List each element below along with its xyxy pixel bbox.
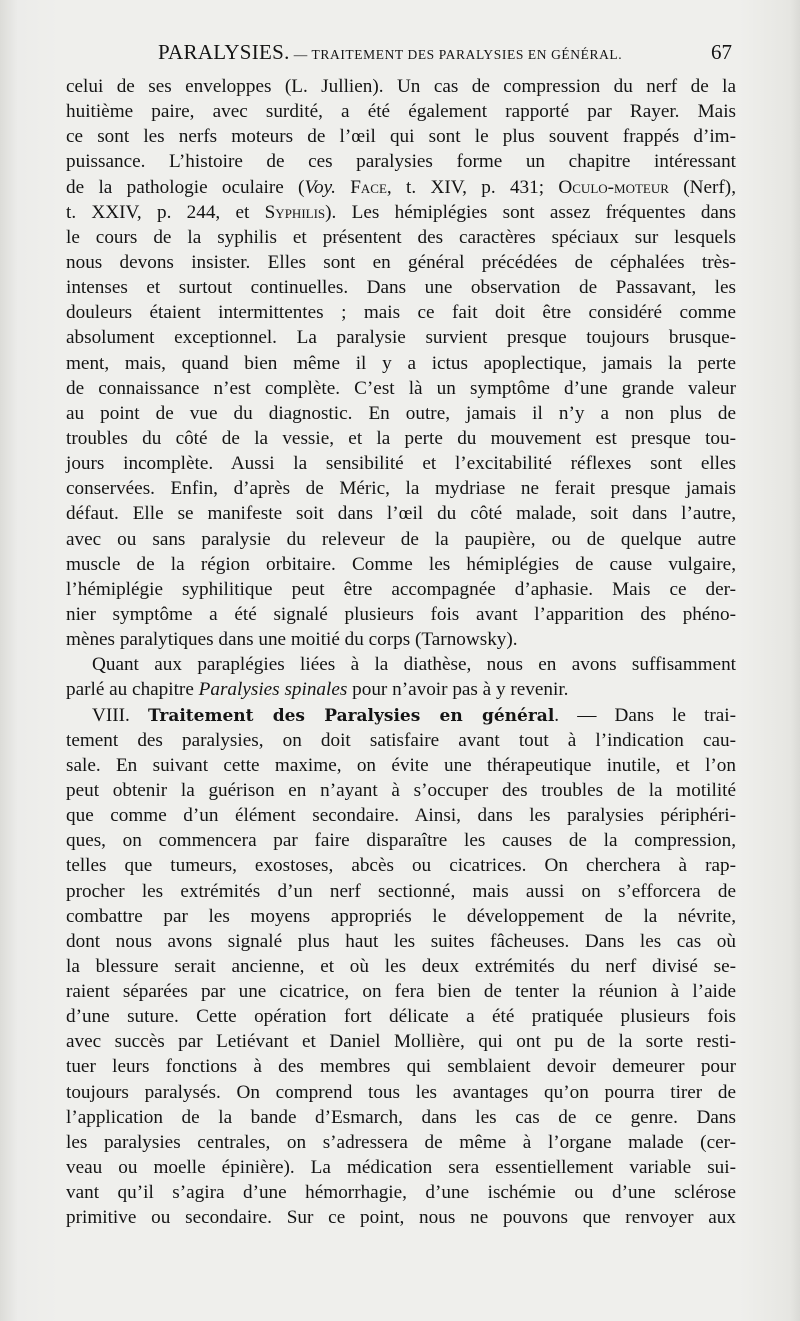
text-line (66, 803, 736, 828)
text-line (66, 577, 736, 602)
text-segment: que comme d’un élément secondaire. Ainsi, dans les paralysies périphéri- (66, 805, 736, 827)
text-segment: nous devons insister. Elles sont en général précédées de céphalées très- (66, 251, 736, 273)
text-line (66, 1105, 736, 1130)
text-segment: l’hémiplégie syphilitique peut être accompagnée d’aphasie. Mais ce der- (66, 578, 736, 600)
text-line (66, 426, 736, 451)
text-line (66, 451, 736, 476)
text-line (66, 300, 736, 325)
text-segment: Voy. (304, 176, 336, 198)
text-segment: tement des paralysies, on doit satisfaire avant tout à l’indication cau- (66, 729, 736, 751)
body-text (66, 74, 736, 1230)
text-segment: peut obtenir la guérison en n’ayant à s’occuper des troubles de la motilité (66, 779, 736, 801)
text-segment: raient séparées par une cicatrice, on fera bien de tenter la réunion à l’aide (66, 981, 736, 1003)
text-segment: t. XXIV, p. 244, et (66, 201, 265, 223)
text-segment: primitive ou secondaire. Sur ce point, nous ne pouvons que renvoyer aux (66, 1207, 736, 1229)
text-segment: puissance. L’histoire de ces paralysies forme un chapitre intéressant (66, 151, 736, 173)
text-segment: pour n’avoir pas à y revenir. (347, 679, 569, 701)
text-line (66, 99, 736, 124)
text-segment: tuer leurs fonctions à des membres qui semblaient devoir demeurer pour (66, 1056, 736, 1078)
text-segment: au point de vue du diagnostic. En outre, jamais il n’y a non plus de (66, 402, 736, 424)
text-line (66, 175, 736, 200)
text-line (66, 527, 736, 552)
text-line (66, 728, 736, 753)
text-segment: dont nous avons signalé plus haut les suites fâcheuses. Dans les cas où (66, 930, 736, 952)
text-line (66, 376, 736, 401)
text-line (66, 954, 736, 979)
text-line (66, 1080, 736, 1105)
text-segment: intenses et surtout continuelles. Dans une observation de Passavant, les (66, 277, 736, 299)
text-segment: troubles du côté de la vessie, et la perte du mouvement est presque tou- (66, 427, 736, 449)
text-segment: VIII. (92, 704, 148, 726)
text-line (66, 351, 736, 376)
text-line (66, 1205, 736, 1230)
text-segment: ment, mais, quand bien même il y a ictus apoplectique, jamais la perte (66, 352, 736, 374)
text-segment: Quant aux paraplégies liées à la diathèse, nous en avons suffisamment (92, 654, 736, 676)
text-segment: la blessure serait ancienne, et où les deux extrémités du nerf divisé se- (66, 955, 736, 977)
text-segment: de la pathologie oculaire ( (66, 176, 305, 198)
text-line (66, 828, 736, 853)
text-segment: ). Les hémiplégies sont assez fréquentes dans (325, 201, 736, 223)
text-segment: ques, on commencera par faire disparaître les causes de la compression, (66, 830, 736, 852)
text-segment: Face (335, 176, 387, 198)
text-line (66, 904, 736, 929)
text-segment: muscle de la région orbitaire. Comme les hémiplégies de cause vulgaire, (66, 553, 736, 575)
text-segment: vant qu’il s’agira d’une hémorrhagie, d’une ischémie ou d’une sclérose (66, 1182, 736, 1204)
text-segment: conservées. Enfin, d’après de Méric, la mydriase ne ferait presque jamais (66, 478, 736, 500)
text-line (66, 677, 736, 702)
running-title (158, 40, 622, 65)
text-segment: douleurs étaient intermittentes ; mais ce fait doit être considéré comme (66, 302, 736, 324)
text-line (66, 401, 736, 426)
text-segment: , t. XIV, p. 431; (386, 176, 559, 198)
text-segment: huitième paire, avec surdité, a été également rapporté par Rayer. Mais (66, 101, 736, 123)
text-line (66, 753, 736, 778)
text-line (66, 250, 736, 275)
text-line (66, 275, 736, 300)
text-line (66, 149, 736, 174)
text-segment: mènes paralytiques dans une moitié du corps (Tarnowsky). (66, 629, 518, 651)
text-line (66, 124, 736, 149)
text-line (66, 703, 736, 728)
text-line (66, 778, 736, 803)
text-line (66, 879, 736, 904)
text-line (66, 325, 736, 350)
text-segment: toujours paralysés. On comprend tous les avantages qu’on pourra tirer de (66, 1081, 736, 1103)
running-title-rest: — TRAITEMENT DES PARALYSIES EN GÉNÉRAL. (289, 47, 623, 62)
text-line (66, 1155, 736, 1180)
text-segment: défaut. Elle se manifeste soit dans l’œil du côté malade, soit dans l’autre, (66, 503, 736, 525)
text-segment: d’une suture. Cette opération fort délicate a été pratiquée plusieurs fois (66, 1006, 736, 1028)
text-segment: avec ou sans paralysie du releveur de la paupière, ou de quelque autre (66, 528, 736, 550)
text-segment: le cours de la syphilis et présentent des caractères spéciaux sur lesquels (66, 226, 736, 248)
text-segment: telles que tumeurs, exostoses, abcès ou cicatrices. On cherchera à rap- (66, 855, 736, 877)
running-title-main: PARALYSIES. (158, 40, 290, 64)
text-line (66, 1029, 736, 1054)
text-line (66, 200, 736, 225)
text-segment: les paralysies centrales, on s’adressera de même à l’organe malade (cer- (66, 1131, 736, 1153)
text-segment: . — Dans le trai- (554, 704, 736, 726)
text-line (66, 853, 736, 878)
text-line (66, 627, 736, 652)
text-segment: procher les extrémités d’un nerf sectionné, mais aussi on s’efforcera de (66, 880, 736, 902)
text-line (66, 1180, 736, 1205)
text-segment: veau ou moelle épinière). La médication sera essentiellement variable sui- (66, 1157, 736, 1179)
text-line (66, 979, 736, 1004)
text-segment: Oculo-moteur (558, 176, 669, 198)
text-segment: avec succès par Letiévant et Daniel Mollière, qui ont pu de la sorte resti- (66, 1031, 736, 1053)
text-segment: parlé au chapitre (66, 679, 199, 701)
text-segment: absolument exceptionnel. La paralysie survient presque toujours brusque- (66, 327, 736, 349)
text-segment: (Nerf), (668, 176, 736, 198)
text-line (66, 552, 736, 577)
text-segment: Paralysies spinales (198, 679, 348, 701)
text-segment: Traitement des Paralysies en général (147, 705, 555, 726)
text-line (66, 1130, 736, 1155)
text-line (66, 225, 736, 250)
text-segment: celui de ses enveloppes (L. Jullien). Un cas de compression du nerf de la (66, 76, 736, 97)
text-segment: jours incomplète. Aussi la sensibilité et l’excitabilité réflexes sont elles (66, 453, 736, 475)
text-line (66, 476, 736, 501)
text-segment: Syphilis (264, 201, 326, 223)
text-segment: combattre par les moyens appropriés le développement de la névrite, (66, 905, 736, 927)
text-line (66, 74, 736, 99)
text-line (66, 652, 736, 677)
text-line (66, 929, 736, 954)
text-segment: nier symptôme a été signalé plusieurs fois avant l’apparition des phéno- (66, 603, 736, 625)
running-header (66, 38, 738, 68)
text-line (66, 1054, 736, 1079)
text-segment: l’application de la bande d’Esmarch, dans les cas de ce genre. Dans (66, 1106, 736, 1128)
text-segment: ce sont les nerfs moteurs de l’œil qui sont le plus souvent frappés d’im- (66, 126, 736, 148)
page-number: 67 (711, 40, 732, 64)
text-segment: de connaissance n’est complète. C’est là un symptôme d’une grande valeur (66, 377, 736, 399)
text-segment: sale. En suivant cette maxime, on évite une thérapeutique inutile, et l’on (66, 754, 736, 776)
text-line (66, 1004, 736, 1029)
text-line (66, 602, 736, 627)
text-line (66, 501, 736, 526)
